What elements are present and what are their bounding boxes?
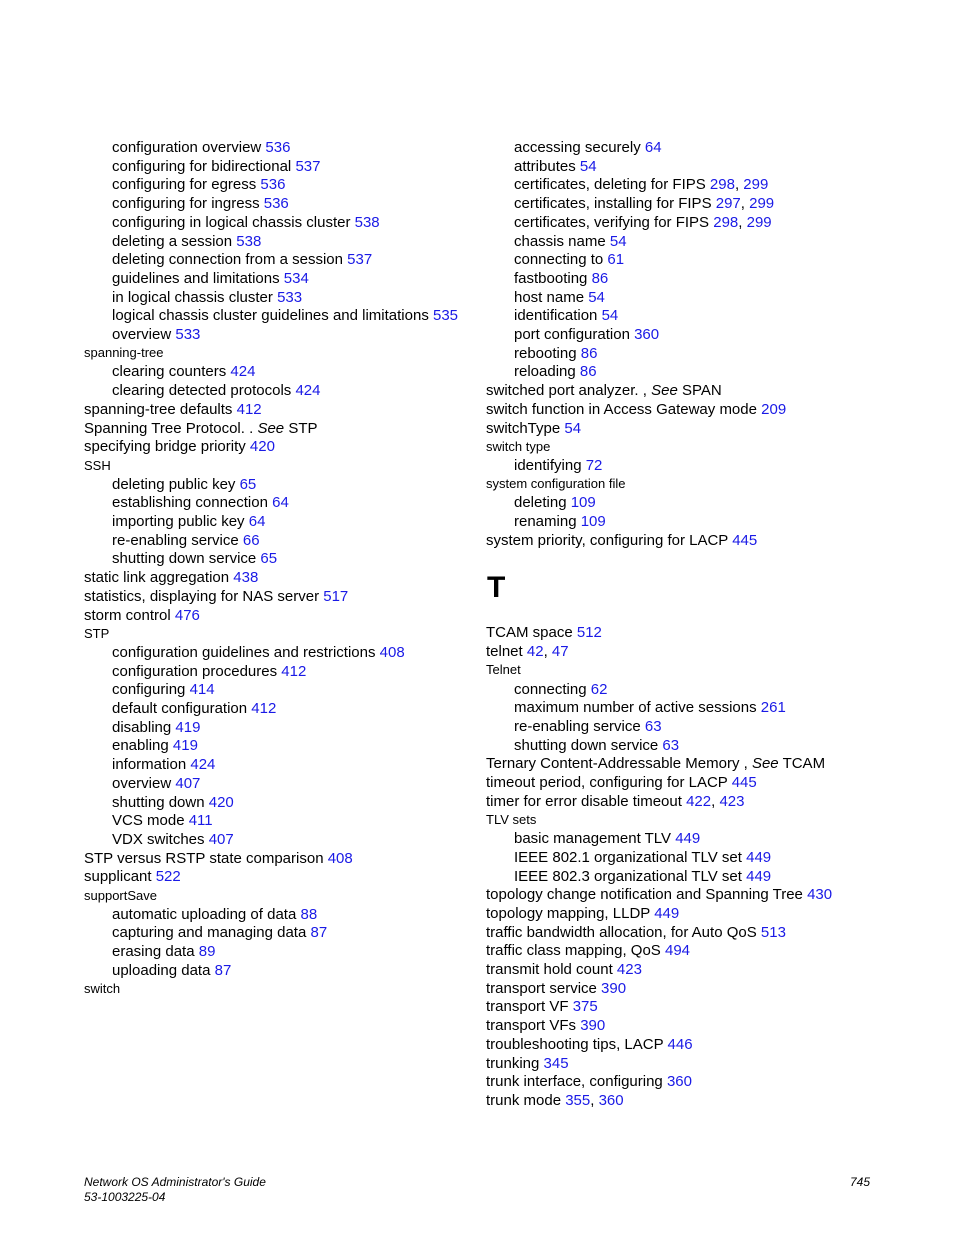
index-subentry xyxy=(84,513,464,532)
index-subentry xyxy=(486,849,866,868)
index-subentry xyxy=(84,775,464,794)
entry-term: importing public key xyxy=(112,513,245,531)
page-link[interactable]: 517 xyxy=(323,587,349,605)
index-subentry xyxy=(84,326,464,345)
page-link[interactable]: 87 xyxy=(214,961,232,979)
entry-term: supportSave xyxy=(84,887,157,903)
index-subentry xyxy=(84,251,464,270)
index-subentry xyxy=(84,924,464,943)
index-subentry xyxy=(486,718,866,737)
page-link[interactable]: 412 xyxy=(251,700,277,718)
entry-term: default configuration xyxy=(112,700,248,718)
entry-term: certificates, installing for FIPS xyxy=(514,195,712,213)
index-entry xyxy=(84,607,464,626)
page-link[interactable]: 534 xyxy=(283,269,309,287)
index-entry xyxy=(486,1073,866,1092)
page-link[interactable]: 430 xyxy=(807,886,833,904)
index-column-left xyxy=(84,139,464,999)
page-link[interactable]: 42 xyxy=(526,643,544,661)
entry-term: clearing detected protocols xyxy=(112,382,292,400)
page-link[interactable]: 63 xyxy=(662,736,680,754)
page-link[interactable]: 408 xyxy=(327,849,353,867)
index-subentry xyxy=(486,737,866,756)
index-entry xyxy=(486,624,866,643)
page-link[interactable]: 438 xyxy=(233,569,259,587)
index-subentry xyxy=(486,457,866,476)
entry-term: re-enabling service xyxy=(514,717,641,735)
entry-term: transport service xyxy=(486,979,597,997)
index-subentry xyxy=(84,494,464,513)
entry-term: spanning-tree defaults xyxy=(84,400,233,418)
page-link[interactable]: 412 xyxy=(281,662,307,680)
index-entry xyxy=(486,755,866,774)
page-link[interactable]: 408 xyxy=(379,643,405,661)
entry-term: trunk mode xyxy=(486,1091,562,1109)
entry-term: guidelines and limitations xyxy=(112,269,280,287)
entry-term: transmit hold count xyxy=(486,961,613,979)
entry-term: switch function in Access Gateway mode xyxy=(486,400,757,418)
entry-term: configuring xyxy=(112,681,186,699)
entry-term: system configuration file xyxy=(486,476,626,492)
page-link[interactable]: 88 xyxy=(300,905,318,923)
index-subentry xyxy=(486,289,866,308)
page-link[interactable]: 390 xyxy=(580,1017,606,1035)
entry-term: clearing counters xyxy=(112,363,227,381)
page-link[interactable]: 298 xyxy=(709,176,735,194)
index-subentry xyxy=(84,476,464,495)
entry-term: re-enabling service xyxy=(112,531,239,549)
index-heading xyxy=(84,458,464,475)
index-subentry: certificates, deleting for FIPS 298, 299 xyxy=(514,176,769,194)
entry-term: maximum number of active sessions xyxy=(514,699,757,717)
entry-term: switched port analyzer. , xyxy=(486,382,647,400)
page-link[interactable]: 422 xyxy=(686,792,712,810)
index-entry xyxy=(486,401,866,420)
index-subentry xyxy=(84,289,464,308)
page-link[interactable]: 414 xyxy=(189,681,215,699)
index-subentry xyxy=(486,345,866,364)
index-subentry xyxy=(84,214,464,233)
entry-term: chassis name xyxy=(514,232,606,250)
page-link[interactable]: 512 xyxy=(576,624,602,642)
index-heading xyxy=(486,476,866,493)
index-subentry xyxy=(84,550,464,569)
entry-term: TCAM space xyxy=(486,624,573,642)
index-subentry xyxy=(486,307,866,326)
entry-term: deleting connection from a session xyxy=(112,251,343,269)
index-subentry xyxy=(84,139,464,158)
entry-term: VDX switches xyxy=(112,830,205,848)
footer-doc-number: 53-1003225-04 xyxy=(84,1190,166,1204)
index-subentry xyxy=(486,251,866,270)
index-heading xyxy=(486,439,866,456)
index-subentry xyxy=(486,363,866,382)
index-entry: timer for error disable timeout 422, 423 xyxy=(486,792,745,810)
index-entry xyxy=(84,588,464,607)
entry-term: timeout period, configuring for LACP xyxy=(486,774,728,792)
page-link[interactable]: 61 xyxy=(607,251,625,269)
entry-term: traffic class mapping, QoS xyxy=(486,942,661,960)
entry-term: troubleshooting tips, LACP xyxy=(486,1035,664,1053)
entry-term: configuration guidelines and restrictions xyxy=(112,643,376,661)
page-link[interactable]: 64 xyxy=(644,139,662,156)
index-group-t xyxy=(486,624,866,1110)
entry-term: fastbooting xyxy=(514,269,588,287)
entry-term: statistics, displaying for NAS server xyxy=(84,587,320,605)
index-subentry xyxy=(84,719,464,738)
index-entry xyxy=(486,905,866,924)
entry-term: supplicant xyxy=(84,868,152,886)
index-entry xyxy=(486,1036,866,1055)
page-link[interactable]: 360 xyxy=(634,326,660,344)
index-subentry xyxy=(84,794,464,813)
index-subentry xyxy=(84,756,464,775)
index-subentry xyxy=(486,513,866,532)
see-target: STP xyxy=(288,419,318,437)
page-link[interactable]: 449 xyxy=(746,867,772,885)
index-subentry xyxy=(84,532,464,551)
entry-term: Ternary Content-Addressable Memory , xyxy=(486,755,748,773)
see-label: See xyxy=(257,419,285,437)
index-entry xyxy=(486,1017,866,1036)
entry-term: establishing connection xyxy=(112,494,268,512)
page-link[interactable]: 423 xyxy=(719,792,745,810)
entry-term: shutting down service xyxy=(112,550,257,568)
index-entry: trunk mode 355, 360 xyxy=(486,1091,624,1109)
index-subentry xyxy=(84,233,464,252)
entry-term: shutting down service xyxy=(514,736,659,754)
entry-term: logical chassis cluster guidelines and limitations xyxy=(112,307,429,325)
entry-term: transport VFs xyxy=(486,1017,577,1035)
page-link[interactable]: 355 xyxy=(565,1091,591,1109)
page-link[interactable]: 66 xyxy=(242,531,260,549)
entry-term: VCS mode xyxy=(112,812,185,830)
index-column-right xyxy=(486,139,866,1111)
entry-term: spanning-tree xyxy=(84,345,164,361)
entry-term: deleting a session xyxy=(112,232,233,250)
see-label: See xyxy=(651,382,678,400)
page-link[interactable]: 345 xyxy=(543,1054,569,1072)
entry-term: STP versus RSTP state comparison xyxy=(84,849,324,867)
entry-term: identifying xyxy=(514,456,582,474)
index-entry xyxy=(486,420,866,439)
page-link[interactable]: 419 xyxy=(175,718,201,736)
index-entry xyxy=(486,886,866,905)
index-entry xyxy=(486,1055,866,1074)
see-target: TCAM xyxy=(782,755,826,773)
index-entry xyxy=(486,924,866,943)
entry-term: topology mapping, LLDP xyxy=(486,904,651,922)
index-subentry xyxy=(84,943,464,962)
page-link[interactable]: 423 xyxy=(616,961,642,979)
page-link[interactable]: 375 xyxy=(572,998,598,1016)
entry-term: IEEE 802.3 organizational TLV set xyxy=(514,867,742,885)
entry-term: automatic uploading of data xyxy=(112,905,297,923)
index-entry xyxy=(486,774,866,793)
page-link[interactable]: 86 xyxy=(591,269,609,287)
entry-term: basic management TLV xyxy=(514,830,672,848)
entry-term: switch xyxy=(84,981,121,997)
entry-term: in logical chassis cluster xyxy=(112,288,273,306)
index-subentry xyxy=(84,737,464,756)
index-subentry xyxy=(486,233,866,252)
entry-term: disabling xyxy=(112,718,172,736)
page-link[interactable]: 47 xyxy=(551,643,569,661)
page-link[interactable]: 299 xyxy=(746,213,772,231)
page-link[interactable]: 87 xyxy=(310,924,328,942)
page-link[interactable]: 297 xyxy=(715,195,741,213)
page-link[interactable]: 65 xyxy=(260,550,278,568)
page-link[interactable]: 360 xyxy=(666,1073,692,1091)
page-link[interactable]: 62 xyxy=(590,680,608,698)
index-entry xyxy=(486,532,866,551)
entry-term: overview xyxy=(112,774,172,792)
index-subentry xyxy=(84,382,464,401)
page-link[interactable]: 63 xyxy=(644,717,662,735)
page-link[interactable]: 299 xyxy=(743,176,769,194)
index-subentry: certificates, installing for FIPS 297, 299 xyxy=(514,195,775,213)
page-link[interactable]: 424 xyxy=(230,363,256,381)
entry-term: TLV sets xyxy=(486,812,537,828)
index-subentry xyxy=(84,363,464,382)
page-link[interactable]: 537 xyxy=(347,251,373,269)
index-subentry xyxy=(84,681,464,700)
entry-term: renaming xyxy=(514,513,577,531)
index-entry xyxy=(84,420,464,439)
page-link[interactable]: 86 xyxy=(580,344,598,362)
entry-term: STP xyxy=(84,625,110,641)
index-subentry xyxy=(84,962,464,981)
entry-term: deleting xyxy=(514,494,567,512)
index-subentry xyxy=(486,139,866,158)
entry-term: trunking xyxy=(486,1054,540,1072)
entry-term: identification xyxy=(514,307,598,325)
page-link[interactable]: 54 xyxy=(564,419,582,437)
page-link[interactable]: 445 xyxy=(731,774,757,792)
entry-term: certificates, deleting for FIPS xyxy=(514,176,706,194)
index-subentry xyxy=(84,176,464,195)
page-link[interactable]: 411 xyxy=(188,812,213,830)
entry-term: enabling xyxy=(112,737,169,755)
index-heading xyxy=(84,888,464,905)
index-entry xyxy=(486,961,866,980)
entry-term: trunk interface, configuring xyxy=(486,1073,663,1091)
index-heading xyxy=(84,345,464,362)
entry-term: topology change notification and Spanning Tree xyxy=(486,886,803,904)
page-link[interactable]: 494 xyxy=(664,942,691,960)
page-link[interactable]: 420 xyxy=(208,793,234,811)
page-link[interactable]: 89 xyxy=(198,943,216,961)
index-subentry xyxy=(84,663,464,682)
page-link[interactable]: 536 xyxy=(263,195,289,213)
entry-term: telnet xyxy=(486,643,523,661)
entry-term: connecting xyxy=(514,680,587,698)
entry-term: shutting down xyxy=(112,793,205,811)
index-subentry xyxy=(486,699,866,718)
index-entry xyxy=(84,850,464,869)
entry-term: host name xyxy=(514,288,585,306)
page-link[interactable]: 419 xyxy=(172,737,198,755)
entry-term: Telnet xyxy=(486,662,521,678)
index-subentry xyxy=(486,681,866,700)
index-subentry: certificates, verifying for FIPS 298, 299 xyxy=(514,213,772,231)
entry-term: information xyxy=(112,756,187,774)
index-entry xyxy=(486,942,866,961)
entry-term: configuring for ingress xyxy=(112,195,260,213)
see-target: SPAN xyxy=(681,382,722,400)
page-link[interactable]: 54 xyxy=(588,288,605,306)
page-link[interactable]: 538 xyxy=(354,213,380,231)
page-link[interactable]: 424 xyxy=(190,756,216,774)
index-subentry xyxy=(84,195,464,214)
entry-term: storm control xyxy=(84,606,171,624)
index-subentry xyxy=(486,270,866,289)
page-link[interactable]: 64 xyxy=(272,494,289,512)
entry-term: rebooting xyxy=(514,344,577,362)
index-heading xyxy=(84,981,464,998)
page-link[interactable]: 533 xyxy=(277,288,303,306)
page-link[interactable]: 522 xyxy=(155,868,181,886)
index-entry xyxy=(486,998,866,1017)
page-link[interactable]: 424 xyxy=(295,382,321,400)
entry-term: traffic bandwidth allocation, for Auto QoS xyxy=(486,923,757,941)
index-entry: telnet 42, 47 xyxy=(486,643,569,661)
page-link[interactable]: 299 xyxy=(749,195,775,213)
page-link[interactable]: 64 xyxy=(248,513,266,531)
index-subentry xyxy=(84,270,464,289)
page-link[interactable]: 407 xyxy=(175,774,201,792)
page-link[interactable]: 445 xyxy=(732,531,758,549)
index-entry xyxy=(84,569,464,588)
page-link[interactable]: 538 xyxy=(236,232,262,250)
entry-term: configuration overview xyxy=(112,139,262,156)
index-subentry xyxy=(84,644,464,663)
page-link[interactable]: 446 xyxy=(667,1035,693,1053)
page-link[interactable]: 390 xyxy=(601,979,627,997)
index-entry xyxy=(84,401,464,420)
page-link[interactable]: 54 xyxy=(579,157,597,175)
page-link[interactable]: 513 xyxy=(760,923,786,941)
page-link[interactable]: 535 xyxy=(433,307,459,325)
page-link[interactable]: 407 xyxy=(208,830,234,848)
entry-term: capturing and managing data xyxy=(112,924,307,942)
entry-term: overview xyxy=(112,326,172,344)
entry-term: configuration procedures xyxy=(112,662,278,680)
index-heading xyxy=(486,812,866,829)
index-entry xyxy=(84,438,464,457)
index-heading xyxy=(486,662,866,679)
page-link[interactable]: 537 xyxy=(295,157,321,175)
entry-term: erasing data xyxy=(112,943,195,961)
page-link[interactable]: 54 xyxy=(609,232,627,250)
entry-term: timer for error disable timeout xyxy=(486,792,682,810)
page-link[interactable]: 360 xyxy=(598,1091,624,1109)
entry-term: switchType xyxy=(486,419,561,437)
page-link[interactable]: 209 xyxy=(761,400,787,418)
page-link[interactable]: 449 xyxy=(675,830,701,848)
entry-term: uploading data xyxy=(112,961,211,979)
see-label: See xyxy=(751,755,779,773)
page-link[interactable]: 298 xyxy=(713,213,739,231)
entry-term: port configuration xyxy=(514,326,630,344)
entry-term: transport VF xyxy=(486,998,569,1016)
index-subentry xyxy=(84,700,464,719)
index-entry xyxy=(486,382,866,401)
index-subentry xyxy=(486,158,866,177)
page-link[interactable]: 476 xyxy=(174,606,200,624)
page-link[interactable]: 412 xyxy=(236,400,262,418)
index-group-s xyxy=(486,139,866,550)
footer-title: Network OS Administrator's Guide xyxy=(84,1175,266,1189)
entry-term: switch type xyxy=(486,438,551,454)
entry-term: configuring for bidirectional xyxy=(112,157,292,175)
index-subentry xyxy=(84,906,464,925)
entry-term: attributes xyxy=(514,157,576,175)
entry-term: reloading xyxy=(514,363,576,381)
section-letter: T xyxy=(487,571,506,605)
entry-term: accessing securely xyxy=(514,139,641,156)
entry-term: SSH xyxy=(84,457,111,473)
page-link[interactable]: 449 xyxy=(654,904,680,922)
entry-term: configuring in logical chassis cluster xyxy=(112,213,351,231)
index-subentry xyxy=(486,868,866,887)
page-link[interactable]: 109 xyxy=(570,494,596,512)
index-subentry xyxy=(84,831,464,850)
entry-term: system priority, configuring for LACP xyxy=(486,531,729,549)
entry-term: certificates, verifying for FIPS xyxy=(514,213,710,231)
entry-term: connecting to xyxy=(514,251,604,269)
index-subentry xyxy=(486,830,866,849)
entry-term: configuring for egress xyxy=(112,176,257,194)
page-link[interactable]: 449 xyxy=(746,848,772,866)
entry-term: Spanning Tree Protocol. . xyxy=(84,419,254,437)
page-link[interactable]: 536 xyxy=(265,139,291,156)
index-heading xyxy=(84,626,464,643)
footer-page-number: 745 xyxy=(849,1175,870,1189)
index-subentry xyxy=(84,812,464,831)
index-entry xyxy=(84,868,464,887)
page-link[interactable]: 65 xyxy=(239,475,257,493)
page-link[interactable]: 420 xyxy=(249,438,275,456)
footer-left xyxy=(84,1175,266,1205)
index-subentry xyxy=(486,326,866,345)
page-link[interactable]: 72 xyxy=(585,456,603,474)
index-entry xyxy=(486,980,866,999)
entry-term: IEEE 802.1 organizational TLV set xyxy=(514,848,742,866)
entry-term: deleting public key xyxy=(112,475,236,493)
index-subentry xyxy=(486,494,866,513)
entry-term: specifying bridge priority xyxy=(84,438,246,456)
page-link[interactable]: 261 xyxy=(760,699,786,717)
page-link[interactable]: 109 xyxy=(580,513,606,531)
page-link[interactable]: 86 xyxy=(579,363,597,381)
entry-term: static link aggregation xyxy=(84,569,230,587)
index-subentry xyxy=(84,158,464,177)
page-link[interactable]: 54 xyxy=(601,307,619,325)
page-link[interactable]: 533 xyxy=(175,326,201,344)
page-link[interactable]: 536 xyxy=(260,176,286,194)
index-subentry xyxy=(84,307,464,326)
